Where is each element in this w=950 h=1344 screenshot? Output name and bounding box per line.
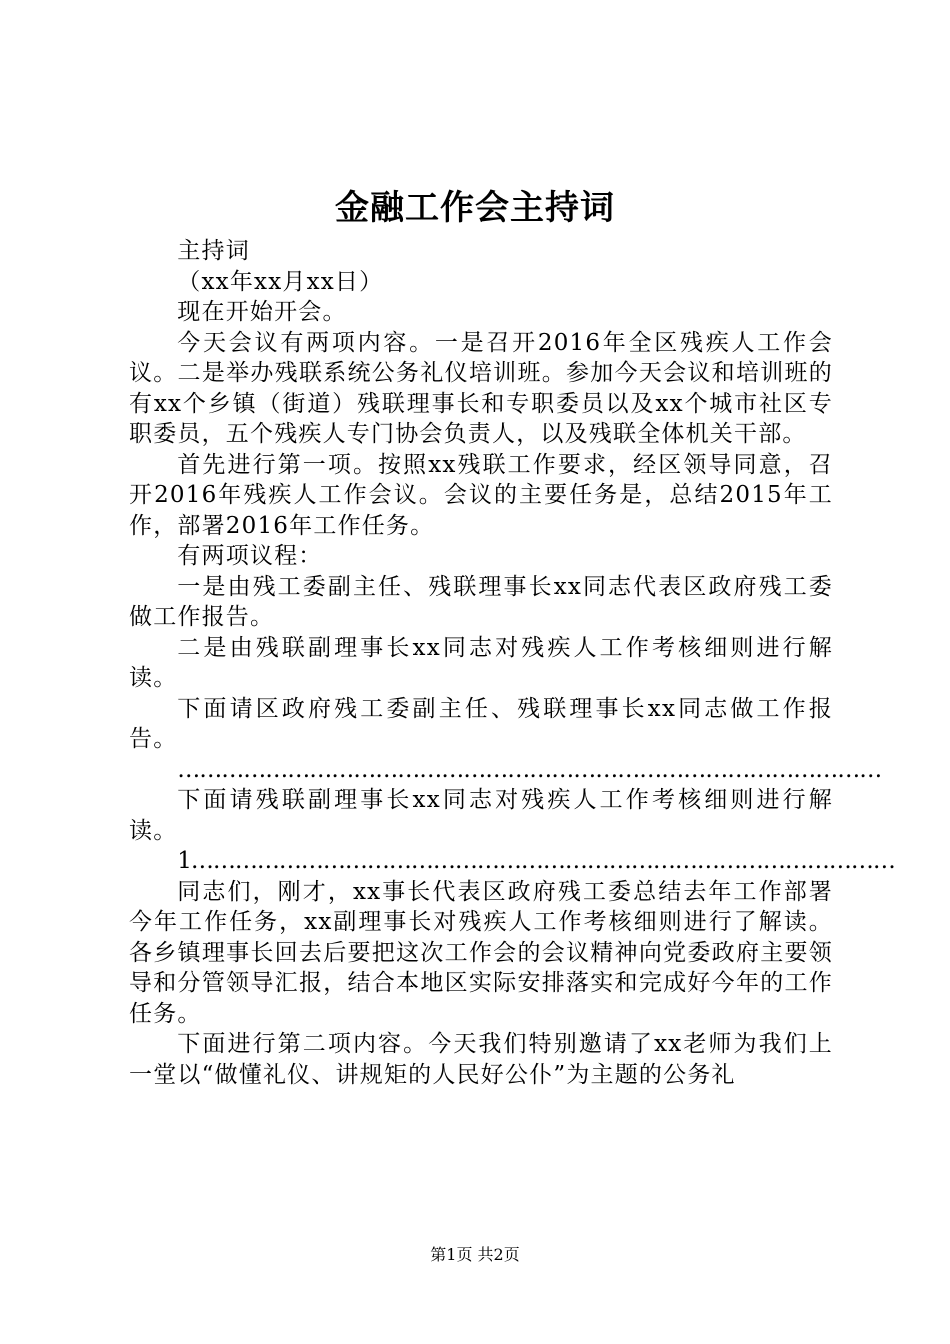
paragraph-two-agendas: 有两项议程： xyxy=(177,543,323,569)
paragraph-second-item: 下面进行第二项内容。今天我们特别邀请了xx老师为我们上一堂以“做懂礼仪、讲规矩的人民好公仆”为主题的公务礼 xyxy=(129,1031,833,1088)
paragraph-interpret-invite: 下面请残联副理事长xx同志对残疾人工作考核细则进行解读。 xyxy=(129,787,833,844)
paragraph-first-item: 首先进行第一项。按照xx残联工作要求，经区领导同意，召开2016年残疾人工作会议。会议的主要任务是，总结2015年工作，部署2016年工作任务。 xyxy=(129,451,833,539)
document-body xyxy=(129,236,895,1090)
paragraph-agenda-intro: 今天会议有两项内容。一是召开2016年全区残疾人工作会议。二是举办残联系统公务礼仪培训班。参加今天会议和培训班的有xx个乡镇（街道）残联理事长和专职委员以及xx个城市社区专职委员，五个残疾人专门协会负责人，以及残联全体机关干部。 xyxy=(129,329,833,447)
paragraph-date: （xx年xx月xx日） xyxy=(177,268,384,295)
paragraph-agenda-one: 一是由残工委副主任、残联理事长xx同志代表区政府残工委做工作报告。 xyxy=(129,573,833,630)
paragraph-report-invite: 下面请区政府残工委副主任、残联理事长xx同志做工作报告。 xyxy=(129,695,833,752)
paragraph-ellipsis-1: …………………………………………………………………………………… xyxy=(177,756,882,783)
paragraph-opening: 现在开始开会。 xyxy=(177,299,347,325)
page-footer: 第1页 共2页 xyxy=(430,1245,520,1264)
paragraph-agenda-two: 二是由残联副理事长xx同志对残疾人工作考核细则进行解读。 xyxy=(129,634,833,691)
document-title: 金融工作会主持词 xyxy=(335,188,615,228)
paragraph-ellipsis-2: 1…………………………………………………………………………………… xyxy=(177,848,895,874)
paragraph-host-label: 主持词 xyxy=(177,238,250,264)
paragraph-summary: 同志们，刚才，xx事长代表区政府残工委总结去年工作部署今年工作任务，xx副理事长对残疾人工作考核细则进行了解读。各乡镇理事长回去后要把这次工作会的会议精神向党委政府主要领导和分管领导汇报，结合本地区实际安排落实和完成好今年的工作任务。 xyxy=(129,878,833,1027)
